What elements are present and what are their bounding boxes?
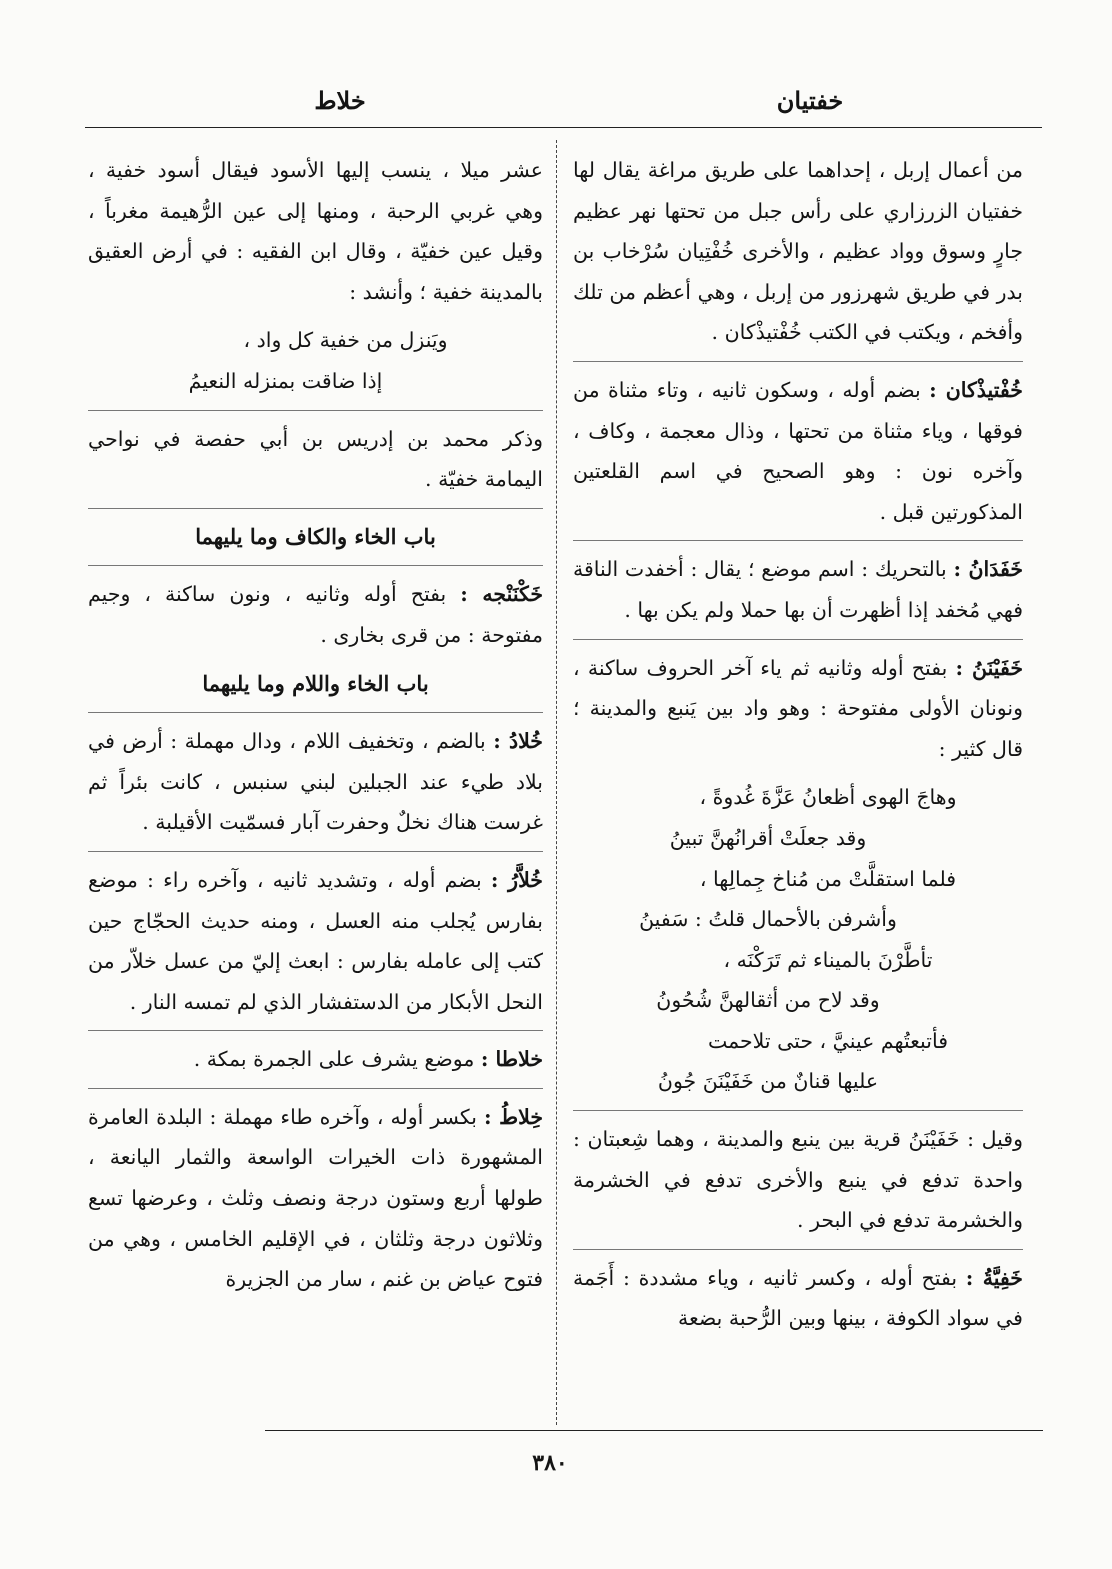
entry-separator bbox=[88, 508, 543, 509]
section-heading-kha-kaf: باب الخاء والكاف وما يليهما bbox=[195, 523, 436, 549]
entry-headword: خِلاطُ : bbox=[483, 1104, 543, 1129]
entry-separator bbox=[88, 712, 543, 713]
entry-separator bbox=[88, 1030, 543, 1031]
entry-text: بضم أوله ، وسكون ثانيه ، وتاء مثناة من فوقها ، وياء مثناة من تحتها ، وذال معجمة ، وكاف ، وآخره نون : وهو الصحيح في اسم القلعتين المذكورتين قبل . bbox=[573, 377, 1023, 524]
poem-verse bbox=[573, 777, 1023, 858]
left-after-poem-paragraph: وذكر محمد بن إدريس بن أبي حفصة في نواحي اليمامة خفيّة . bbox=[88, 426, 543, 492]
entry-text: بفتح أوله وثانيه ثم ياء آخر الحروف ساكنة ، ونونان الأولى مفتوحة : وهو واد بين يَنبع والمدينة ؛ قال كثير : bbox=[573, 655, 1023, 761]
entry-text: بفتح أوله وثانيه ، ونون ساكنة ، وجيم مفتوحة : من قرى بخارى . bbox=[88, 582, 543, 647]
entry-text: بفتح أوله ، وكسر ثانيه ، وياء مشددة : أَجَمة في سواد الكوفة ، بينها وبين الرُّحبة بضعة bbox=[573, 1265, 1023, 1331]
entry-khalata bbox=[88, 1039, 543, 1080]
entry-text: موضع يشرف على الجمرة بمكة . bbox=[193, 1047, 475, 1072]
verse-first-hemistich: فأتبعتُهم عينيَّ ، حتى تلاحمت bbox=[707, 1028, 948, 1053]
verse-first-hemistich: وهاجَ الهوى أظعانُ عَزَّةَ غُدوةً ، bbox=[699, 785, 957, 810]
entry-text: بالضم ، وتخفيف اللام ، ودال مهملة : أرض في بلاد طيء عند الجبلين لبني سنبس ، كانت بئراً ثم غرست هناك نخلٌ وحفرت آبار فسمّيت الأقيلبة . bbox=[88, 729, 543, 835]
entry-khilat bbox=[88, 1097, 543, 1300]
verse-second-hemistich: إذا ضاقت بمنزله النعيمُ bbox=[188, 368, 383, 393]
poem-verse bbox=[573, 859, 1023, 940]
poem-verse bbox=[88, 320, 543, 401]
entry-headword: خُلادُ : bbox=[493, 729, 543, 754]
left-intro-paragraph: عشر ميلا ، ينسب إليها الأسود فيقال أسود خفية ، وهي غربي الرحبة ، ومنها إلى عين الرُّهيمة مغرباً ، وقيل عين خفيّة ، وقال ابن الفقيه : في أرض العقيق بالمدينة خفية ؛ وأنشد : bbox=[88, 158, 543, 304]
poem-kuthayyir bbox=[573, 777, 1023, 1102]
verse-second-hemistich: وقد جعلَتْ أقرانُهنَّ تبينُ bbox=[669, 825, 867, 850]
entry-separator bbox=[88, 851, 543, 852]
entry-separator bbox=[573, 639, 1023, 640]
verse-second-hemistich: وقد لاح من أثقالهنَّ شُحُونُ bbox=[656, 988, 880, 1013]
poem-khafiyya bbox=[88, 320, 543, 401]
entry-separator bbox=[573, 540, 1023, 541]
entry-text: بكسر أوله ، وآخره طاء مهملة : البلدة العامرة المشهورة ذات الخيرات الواسعة والثمار اليانعة ، طولها أربع وستون درجة ونصف وثلث ، وعرضها تسع وثلاثون درجة وثلثان ، في الإقليم الخامس ، وهي من فتوح عياض بن غنم ، سار من الجزيرة bbox=[88, 1104, 543, 1292]
verse-first-hemistich: فلما استقلَّتْ من مُناخ جِمالِها ، bbox=[699, 866, 957, 891]
entry-headword: خَفِيَّةُ : bbox=[965, 1265, 1023, 1290]
entry-separator bbox=[88, 565, 543, 566]
entry-headword: خَفَدَانُ : bbox=[953, 557, 1023, 582]
entry-headword: خَفَيْنَنُ : bbox=[955, 655, 1023, 680]
verse-first-hemistich: تأطَّرْنَ بالميناء ثم تَرَكْنَه ، bbox=[723, 947, 933, 972]
entry-text: بضم أوله ، وتشديد ثانيه ، وآخره راء : موضع بفارس يُجلب منه العسل ، ومنه حديث الحجّاج حين كتب إلى عامله بفارس : ابعث إليّ من عسل خلاّر من النحل الأبكار من الدستفشار الذي لم تمسه النار . bbox=[88, 867, 543, 1014]
entry-khafaynan bbox=[573, 648, 1023, 770]
entry-khullar bbox=[88, 860, 543, 1022]
left-column bbox=[88, 150, 543, 1420]
entry-headword: خُلاَّرُ : bbox=[490, 867, 543, 892]
entry-separator bbox=[88, 410, 543, 411]
verse-second-hemistich: عليها قنانٌ من خَفَيْنَنَ جُونُ bbox=[657, 1069, 879, 1094]
page-number: ٣٨٠ bbox=[532, 1450, 568, 1476]
poem-verse bbox=[573, 940, 1023, 1021]
entry-separator bbox=[573, 1110, 1023, 1111]
entry-separator bbox=[88, 1088, 543, 1089]
entry-text: بالتحريك : اسم موضع ؛ يقال : أخفدت الناقة فهي مُخفد إذا أظهرت أن بها حملا ولم يكن بها . bbox=[573, 557, 1023, 622]
entry-khaknanja bbox=[88, 574, 543, 655]
entry-khafadan bbox=[573, 549, 1023, 630]
entry-headword: خلاطا : bbox=[480, 1047, 543, 1072]
right-intro-paragraph: من أعمال إربل ، إحداهما على طريق مراغة يقال لها خفتيان الزرزاري على رأس جبل من تحتها نهر عظيم جارٍ وسوق وواد عظيم ، والأخرى خُفْتِيان سُرْخاب بن بدر في طريق شهرزور من إربل ، وهي أعظم من تلك وأفخم ، ويكتب في الكتب خُفْتيذْكان . bbox=[573, 158, 1023, 345]
entry-separator bbox=[573, 361, 1023, 362]
after-poem-paragraph: وقيل : خَفَيْنَنُ قرية بين ينبع والمدينة ، وهما شِعبتان : واحدة تدفع في ينبع والأخرى تدفع في الخشرمة والخشرمة تدفع في البحر . bbox=[573, 1127, 1023, 1233]
running-header-right: خفتيان bbox=[776, 86, 844, 115]
entry-khulad bbox=[88, 721, 543, 843]
footer-rule bbox=[265, 1430, 1043, 1431]
running-header-left: خلاط bbox=[314, 86, 366, 115]
section-heading-kha-lam: باب الخاء واللام وما يليهما bbox=[202, 670, 429, 696]
entry-separator bbox=[573, 1249, 1023, 1250]
header-rule bbox=[85, 127, 1042, 128]
entry-headword: خَكْنَنْجه : bbox=[460, 582, 543, 607]
entry-headword: خُفْتيذْكان : bbox=[929, 377, 1023, 402]
entry-khafiyya bbox=[573, 1258, 1023, 1339]
poem-verse bbox=[573, 1021, 1023, 1102]
verse-first-hemistich: ويَنزل من خفية كل واد ، bbox=[243, 328, 448, 353]
entry-khuftidhkan bbox=[573, 370, 1023, 532]
right-column bbox=[573, 150, 1023, 1420]
verse-second-hemistich: وأشرفن بالأحمال قلتُ : سَفينُ bbox=[639, 907, 897, 932]
column-divider bbox=[556, 140, 557, 1425]
